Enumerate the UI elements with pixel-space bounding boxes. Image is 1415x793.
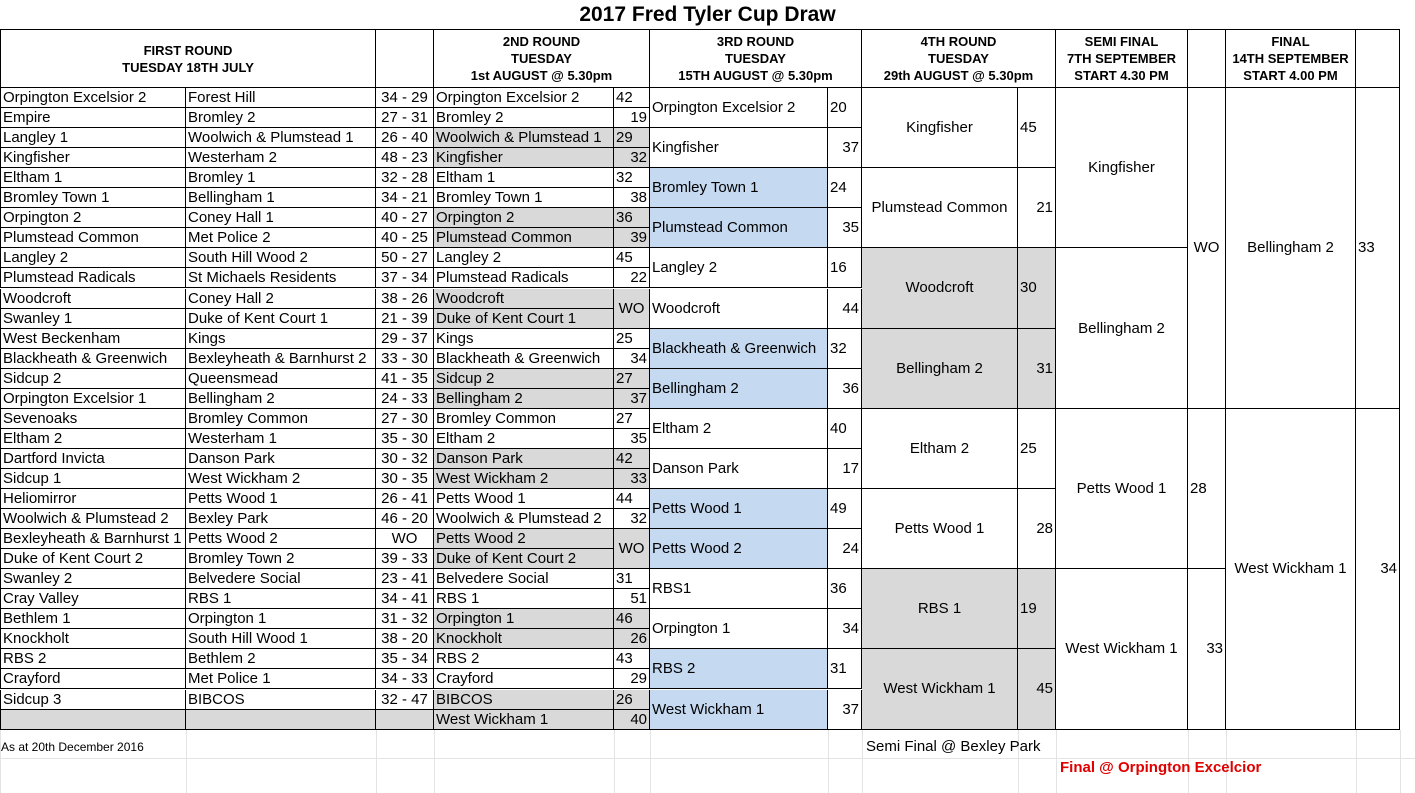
r1-score: 30 - 35 (376, 469, 434, 489)
r1-home-team: Sevenoaks (0, 409, 186, 429)
header-fourth-round-line: TUESDAY (928, 51, 989, 66)
as-at-note: As at 20th December 2016 (1, 740, 144, 754)
r2-score: 19 (614, 108, 650, 128)
r2-score: 39 (614, 228, 650, 248)
r2-score: 32 (614, 168, 650, 188)
r4-team: Woodcroft (862, 248, 1018, 328)
r2-team: Orpington 1 (434, 609, 614, 629)
r1-home-team: Sidcup 1 (0, 469, 186, 489)
r3-team: Orpington 1 (650, 609, 828, 649)
r1-score: 34 - 41 (376, 589, 434, 609)
r1-away-team: Bellingham 1 (186, 188, 376, 208)
r4-score: 21 (1018, 168, 1056, 248)
r4-team: Plumstead Common (862, 168, 1018, 248)
r1-away-team: Met Police 2 (186, 228, 376, 248)
r1-score: 27 - 31 (376, 108, 434, 128)
r2-team: RBS 2 (434, 649, 614, 669)
r1-home-team: West Beckenham (0, 329, 186, 349)
r1-away-team: Petts Wood 1 (186, 489, 376, 509)
r2-score: 27 (614, 369, 650, 389)
r1-home-team: Heliomirror (0, 489, 186, 509)
r3-team: Kingfisher (650, 128, 828, 168)
header-semi-final-line: SEMI FINAL (1084, 34, 1159, 49)
r2-score: 26 (614, 629, 650, 649)
r1-score: 32 - 47 (376, 690, 434, 710)
r2-team: Orpington 2 (434, 208, 614, 228)
r3-team: Woodcroft (650, 289, 828, 329)
r1-away-team: South Hill Wood 2 (186, 248, 376, 268)
header-first-round-line: FIRST ROUND (143, 42, 233, 58)
r3-score: 37 (828, 128, 862, 168)
semi-final-venue: Semi Final @ Bexley Park (866, 738, 1041, 755)
r2-team: Danson Park (434, 449, 614, 469)
r2-score: 43 (614, 649, 650, 669)
r2-score: 37 (614, 389, 650, 409)
header-final-score (1356, 29, 1400, 88)
r1-empty (0, 710, 186, 730)
semi-score-walkover: WO (1188, 88, 1226, 409)
r1-score: 40 - 27 (376, 208, 434, 228)
header-final-line: 14TH SEPTEMBER (1232, 51, 1349, 66)
r1-home-team: Langley 1 (0, 128, 186, 148)
semi-score: 28 (1188, 409, 1226, 569)
r2-score: 44 (614, 489, 650, 509)
r3-score: 34 (828, 609, 862, 649)
r4-score: 31 (1018, 329, 1056, 409)
r3-score: 32 (828, 329, 862, 369)
r2-team: Kingfisher (434, 148, 614, 168)
r4-team: RBS 1 (862, 569, 1018, 649)
r1-score: 41 - 35 (376, 369, 434, 389)
r3-team: Bromley Town 1 (650, 168, 828, 208)
r3-score: 49 (828, 489, 862, 529)
r1-score: 40 - 25 (376, 228, 434, 248)
r2-score: 46 (614, 609, 650, 629)
r1-home-team: Sidcup 3 (0, 690, 186, 710)
r1-score: 33 - 30 (376, 349, 434, 369)
header-third-round-line: 15TH AUGUST @ 5.30pm (678, 68, 833, 83)
header-final-line: START 4.00 PM (1243, 68, 1338, 83)
sheet-gridline (1400, 730, 1401, 793)
header-semi-score (1188, 29, 1226, 88)
r1-score: 32 - 28 (376, 168, 434, 188)
r3-score: 31 (828, 649, 862, 689)
r1-away-team: Orpington 1 (186, 609, 376, 629)
r1-score: 23 - 41 (376, 569, 434, 589)
r1-away-team: Bellingham 2 (186, 389, 376, 409)
r2-team: RBS 1 (434, 589, 614, 609)
header-second-round-line: 1st AUGUST @ 5.30pm (470, 68, 613, 83)
header-third-round (650, 29, 862, 88)
r3-team: Plumstead Common (650, 208, 828, 248)
header-second-round-line: TUESDAY (511, 51, 572, 66)
r1-away-team: Forest Hill (186, 88, 376, 108)
sheet-gridline (862, 730, 863, 793)
r1-home-team: Woolwich & Plumstead 2 (0, 509, 186, 529)
sheet-gridline (1356, 730, 1357, 793)
sheet-gridline (434, 730, 435, 793)
r1-score: 27 - 30 (376, 409, 434, 429)
r2-score: 36 (614, 208, 650, 228)
r1-score: 29 - 37 (376, 329, 434, 349)
final-team: Bellingham 2 (1226, 88, 1356, 409)
r1-home-team: Eltham 1 (0, 168, 186, 188)
r2-score: 40 (614, 710, 650, 730)
r1-away-team: RBS 1 (186, 589, 376, 609)
r2-score: 45 (614, 248, 650, 268)
r1-home-team: Sidcup 2 (0, 369, 186, 389)
r1-score: 35 - 30 (376, 429, 434, 449)
r2-team: Bromley Town 1 (434, 188, 614, 208)
r4-team: West Wickham 1 (862, 649, 1018, 729)
r2-score: 27 (614, 409, 650, 429)
r3-score: 24 (828, 168, 862, 208)
r1-home-team: RBS 2 (0, 649, 186, 669)
r1-home-team: Orpington 2 (0, 208, 186, 228)
r2-team: Petts Wood 2 (434, 529, 614, 549)
r4-team: Bellingham 2 (862, 329, 1018, 409)
r1-score: 34 - 29 (376, 88, 434, 108)
r2-team: Bromley 2 (434, 108, 614, 128)
r2-score: 32 (614, 509, 650, 529)
header-second-round-line: 2ND ROUND (502, 34, 581, 49)
r1-away-team: Met Police 1 (186, 669, 376, 689)
r1-score: 48 - 23 (376, 148, 434, 168)
header-third-round-line: TUESDAY (725, 51, 786, 66)
r1-score: 34 - 33 (376, 669, 434, 689)
r4-score: 45 (1018, 88, 1056, 168)
r1-home-team: Orpington Excelsior 1 (0, 389, 186, 409)
semi-score: 33 (1188, 569, 1226, 729)
r3-score: 20 (828, 88, 862, 128)
r3-team: Danson Park (650, 449, 828, 489)
r1-away-team: Bexleyheath & Barnhurst 2 (186, 349, 376, 369)
r2-team: Bellingham 2 (434, 389, 614, 409)
r1-home-team: Woodcroft (0, 289, 186, 309)
r1-home-team: Bexleyheath & Barnhurst 1 (0, 529, 186, 549)
r2-team: Crayford (434, 669, 614, 689)
r1-score: 26 - 40 (376, 128, 434, 148)
header-final-line: FINAL (1271, 34, 1310, 49)
r3-team: Petts Wood 2 (650, 529, 828, 569)
r1-away-team: Petts Wood 2 (186, 529, 376, 549)
r4-score: 28 (1018, 489, 1056, 569)
final-score: 33 (1356, 88, 1400, 409)
sheet-gridline (376, 730, 377, 793)
header-semi-final-line: START 4.30 PM (1074, 68, 1169, 83)
r1-score: WO (376, 529, 434, 549)
r2-team: Belvedere Social (434, 569, 614, 589)
r2-team: Woolwich & Plumstead 1 (434, 128, 614, 148)
r2-team: Eltham 2 (434, 429, 614, 449)
r3-team: Blackheath & Greenwich (650, 329, 828, 369)
r1-home-team: Plumstead Common (0, 228, 186, 248)
r3-score: 24 (828, 529, 862, 569)
r2-score: 32 (614, 148, 650, 168)
sheet-gridline (614, 730, 615, 793)
r2-score: 22 (614, 268, 650, 288)
r3-score: 44 (828, 289, 862, 329)
r3-score: 16 (828, 248, 862, 288)
header-third-round-line: 3RD ROUND (716, 34, 795, 49)
r1-away-team: Bromley 1 (186, 168, 376, 188)
r2-team: Blackheath & Greenwich (434, 349, 614, 369)
r2-team: Plumstead Common (434, 228, 614, 248)
r2-team: West Wickham 1 (434, 710, 614, 730)
r1-away-team: Danson Park (186, 449, 376, 469)
r4-score: 25 (1018, 409, 1056, 489)
r3-team: RBS 2 (650, 649, 828, 689)
r1-empty (186, 710, 376, 730)
r1-away-team: Duke of Kent Court 1 (186, 309, 376, 329)
r1-home-team: Empire (0, 108, 186, 128)
r1-home-team: Crayford (0, 669, 186, 689)
r2-team: Eltham 1 (434, 168, 614, 188)
r1-away-team: Coney Hall 1 (186, 208, 376, 228)
r1-home-team: Knockholt (0, 629, 186, 649)
header-fourth-round-line: 29th AUGUST @ 5.30pm (883, 68, 1034, 83)
r1-home-team: Kingfisher (0, 148, 186, 168)
r1-away-team: Belvedere Social (186, 569, 376, 589)
r1-away-team: Woolwich & Plumstead 1 (186, 128, 376, 148)
sheet-gridline (828, 730, 829, 793)
header-semi-final (1056, 29, 1188, 88)
r1-away-team: BIBCOS (186, 690, 376, 710)
semi-team: Petts Wood 1 (1056, 409, 1188, 569)
r1-score: 26 - 41 (376, 489, 434, 509)
r1-home-team: Swanley 1 (0, 309, 186, 329)
r1-score: 39 - 33 (376, 549, 434, 569)
r2-team: West Wickham 2 (434, 469, 614, 489)
r2-team: Knockholt (434, 629, 614, 649)
r4-score: 45 (1018, 649, 1056, 729)
r1-away-team: West Wickham 2 (186, 469, 376, 489)
semi-team: Bellingham 2 (1056, 248, 1188, 408)
r1-score: 38 - 20 (376, 629, 434, 649)
r2-walkover: WO (614, 529, 650, 569)
final-score: 34 (1356, 409, 1400, 730)
r1-away-team: Queensmead (186, 369, 376, 389)
r2-score: 25 (614, 329, 650, 349)
header-final (1226, 29, 1356, 88)
header-fourth-round-line: 4TH ROUND (920, 34, 997, 49)
r1-score: 31 - 32 (376, 609, 434, 629)
r1-score: 21 - 39 (376, 309, 434, 329)
sheet-title: 2017 Fred Tyler Cup Draw (579, 3, 836, 26)
r2-team: Woolwich & Plumstead 2 (434, 509, 614, 529)
r1-away-team: Bromley Town 2 (186, 549, 376, 569)
r1-score: 24 - 33 (376, 389, 434, 409)
r1-home-team: Blackheath & Greenwich (0, 349, 186, 369)
r2-team: BIBCOS (434, 690, 614, 710)
r1-home-team: Cray Valley (0, 589, 186, 609)
r1-home-team: Orpington Excelsior 2 (0, 88, 186, 108)
r3-score: 35 (828, 208, 862, 248)
header-semi-final-line: 7TH SEPTEMBER (1066, 51, 1177, 66)
r1-score: 35 - 34 (376, 649, 434, 669)
r2-score: 31 (614, 569, 650, 589)
r2-team: Orpington Excelsior 2 (434, 88, 614, 108)
r2-team: Sidcup 2 (434, 369, 614, 389)
semi-team: West Wickham 1 (1056, 569, 1188, 729)
r4-team: Kingfisher (862, 88, 1018, 168)
r3-score: 36 (828, 369, 862, 409)
r3-team: RBS1 (650, 569, 828, 609)
r3-score: 37 (828, 690, 862, 730)
r2-team: Plumstead Radicals (434, 268, 614, 288)
r1-away-team: Westerham 2 (186, 148, 376, 168)
r3-team: Eltham 2 (650, 409, 828, 449)
r1-home-team: Swanley 2 (0, 569, 186, 589)
header-fourth-round (862, 29, 1056, 88)
final-venue: Final @ Orpington Excelcior (1060, 759, 1262, 776)
r1-home-team: Plumstead Radicals (0, 268, 186, 288)
r3-team: Petts Wood 1 (650, 489, 828, 529)
r2-score: 34 (614, 349, 650, 369)
header-second-round (434, 29, 650, 88)
r1-home-team: Langley 2 (0, 248, 186, 268)
r1-away-team: St Michaels Residents (186, 268, 376, 288)
r1-empty (376, 710, 434, 730)
r3-score: 36 (828, 569, 862, 609)
r2-score: 42 (614, 449, 650, 469)
r2-score: 42 (614, 88, 650, 108)
sheet-gridline (186, 730, 187, 793)
r1-score: 46 - 20 (376, 509, 434, 529)
r2-score: 29 (614, 128, 650, 148)
r3-score: 17 (828, 449, 862, 489)
header-first-round (0, 29, 376, 88)
r1-away-team: Coney Hall 2 (186, 289, 376, 309)
r1-home-team: Bethlem 1 (0, 609, 186, 629)
r1-away-team: Westerham 1 (186, 429, 376, 449)
r1-home-team: Eltham 2 (0, 429, 186, 449)
sheet-gridline (1056, 730, 1057, 793)
r1-away-team: Bromley 2 (186, 108, 376, 128)
r1-home-team: Bromley Town 1 (0, 188, 186, 208)
r2-score: 29 (614, 669, 650, 689)
r1-score: 37 - 34 (376, 268, 434, 288)
r4-team: Petts Wood 1 (862, 489, 1018, 569)
r2-team: Duke of Kent Court 1 (434, 309, 614, 329)
r2-team: Petts Wood 1 (434, 489, 614, 509)
r2-team: Kings (434, 329, 614, 349)
header-first-round-line: TUESDAY 18TH JULY (122, 59, 254, 75)
r3-team: Langley 2 (650, 248, 828, 288)
r3-team: West Wickham 1 (650, 690, 828, 730)
r1-score: 50 - 27 (376, 248, 434, 268)
r2-walkover: WO (614, 289, 650, 329)
r3-score: 40 (828, 409, 862, 449)
r1-score: 34 - 21 (376, 188, 434, 208)
r4-score: 30 (1018, 248, 1056, 328)
r1-score: 30 - 32 (376, 449, 434, 469)
r1-away-team: South Hill Wood 1 (186, 629, 376, 649)
r1-away-team: Kings (186, 329, 376, 349)
r1-away-team: Bexley Park (186, 509, 376, 529)
r2-team: Duke of Kent Court 2 (434, 549, 614, 569)
r1-home-team: Duke of Kent Court 2 (0, 549, 186, 569)
r2-score: 35 (614, 429, 650, 449)
r4-team: Eltham 2 (862, 409, 1018, 489)
r1-home-team: Dartford Invicta (0, 449, 186, 469)
sheet-gridline (650, 730, 651, 793)
r2-team: Langley 2 (434, 248, 614, 268)
r2-team: Bromley Common (434, 409, 614, 429)
r2-score: 51 (614, 589, 650, 609)
semi-team: Kingfisher (1056, 88, 1188, 248)
r3-team: Orpington Excelsior 2 (650, 88, 828, 128)
r1-away-team: Bromley Common (186, 409, 376, 429)
r2-score: 26 (614, 690, 650, 710)
final-team: West Wickham 1 (1226, 409, 1356, 730)
header-first-score (376, 29, 434, 88)
r1-score: 38 - 26 (376, 289, 434, 309)
r2-team: Woodcroft (434, 289, 614, 309)
r3-team: Bellingham 2 (650, 369, 828, 409)
r1-away-team: Bethlem 2 (186, 649, 376, 669)
r4-score: 19 (1018, 569, 1056, 649)
r2-score: 33 (614, 469, 650, 489)
r2-score: 38 (614, 188, 650, 208)
